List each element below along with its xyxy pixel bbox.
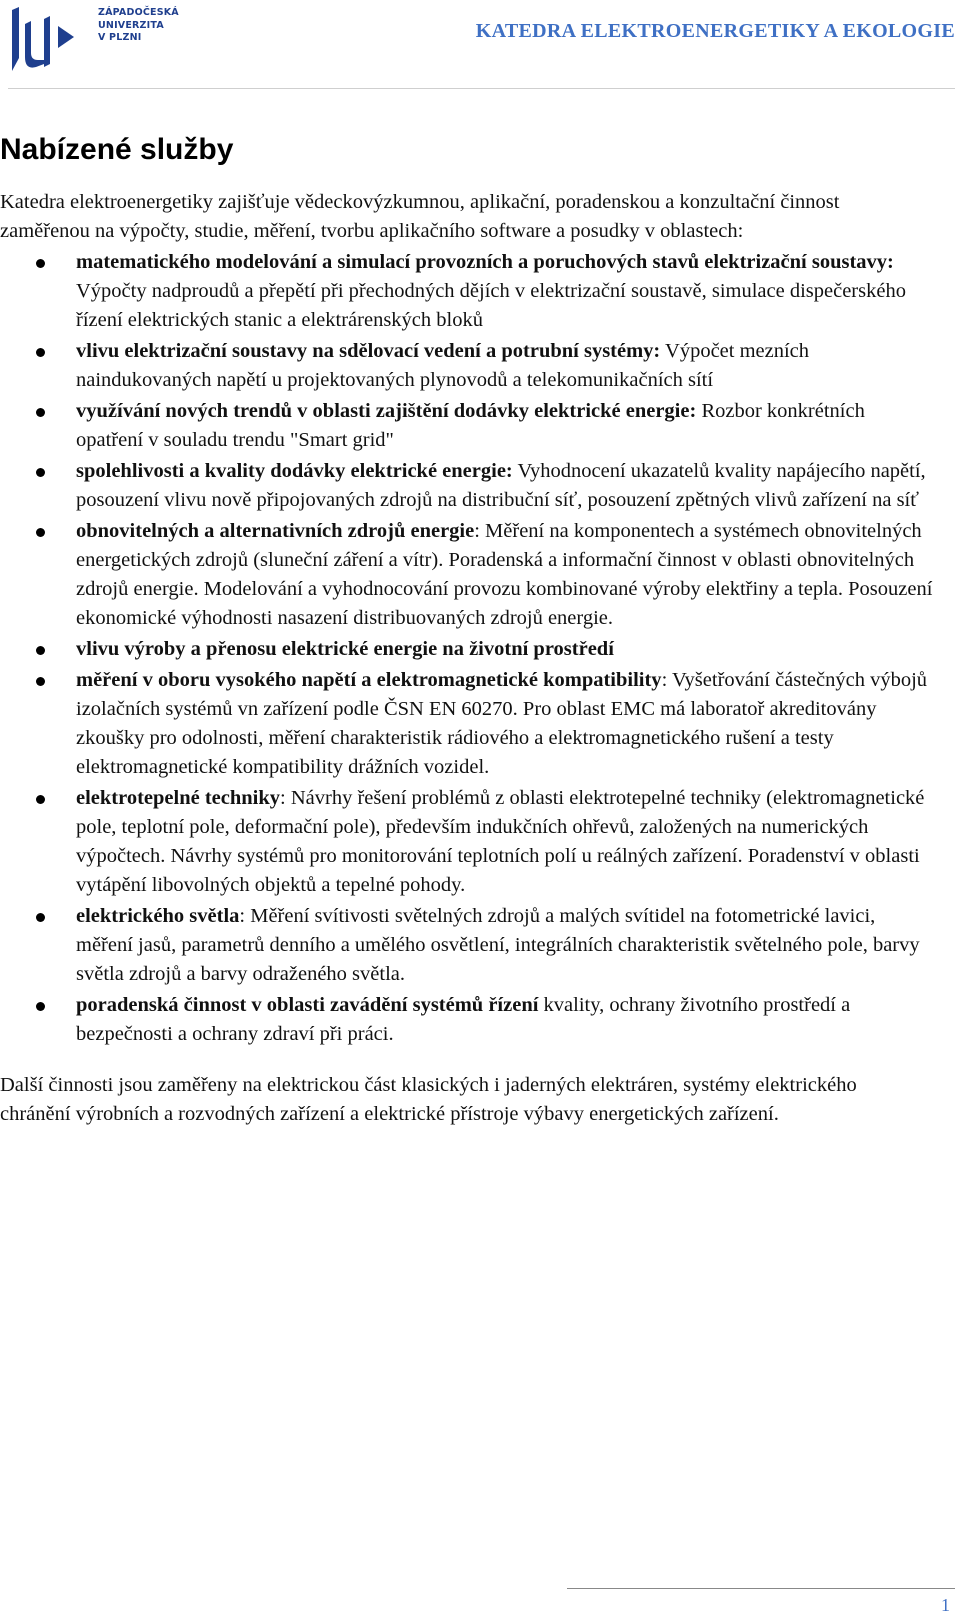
bullet-icon — [36, 468, 45, 477]
service-description: Výpočty nadproudů a přepětí při přechodných dějích v elektrizační soustavě, simulace dispečerského řízení elektrických stanic a elektrárenských bloků — [76, 280, 906, 331]
service-item — [0, 902, 960, 989]
service-title: poradenská činnost v oblasti zavádění systémů řízení — [76, 994, 539, 1016]
services-list — [0, 248, 960, 1049]
service-title: obnovitelných a alternativních zdrojů energie — [76, 520, 475, 542]
service-description: kvality, ochrany životního prostředí a bezpečnosti a ochrany zdraví při práci. — [76, 994, 851, 1045]
service-title: spolehlivosti a kvality dodávky elektrické energie: — [76, 460, 513, 482]
service-description: Výpočet mezních naindukovaných napětí u projektovaných plynovodů a telekomunikačních sítí — [76, 340, 810, 391]
bullet-icon — [36, 913, 45, 922]
service-description: : Návrhy řešení problémů z oblasti elektrotepelné techniky (elektromagnetické pole, teplotní pole, deformační pole), především indukčních ohřevů, založených na numerických výpočtech. Návrhy systémů pro monitorování teplotních polí u reálných zařízení. Poradenství v oblasti vytápění libovolných objektů a tepelné pohody. — [76, 787, 925, 896]
university-logo-icon — [8, 4, 88, 76]
service-item — [0, 248, 960, 335]
service-description: Vyhodnocení ukazatelů kvality napájecího napětí, posouzení vlivu nově připojovaných zdrojů na distribuční síť, posouzení zpětných vlivů zařízení na síť — [76, 460, 926, 511]
logo-line: V PLZNI — [98, 32, 142, 43]
service-item — [0, 666, 960, 782]
service-item — [0, 337, 960, 395]
service-item — [0, 991, 960, 1049]
logo-line: ZÁPADOČESKÁ — [98, 7, 179, 18]
service-item — [0, 517, 960, 633]
department-title: KATEDRA ELEKTROENERGETIKY A EKOLOGIE — [475, 20, 955, 42]
bullet-icon — [36, 528, 45, 537]
service-description: Rozbor konkrétních opatření v souladu trendu "Smart grid" — [76, 400, 865, 451]
logo-line: UNIVERZITA — [98, 19, 164, 31]
service-item — [0, 635, 960, 664]
service-description: : Měření na komponentech a systémech obnovitelných energetických zdrojů (sluneční záření a vítr). Poradenská a informační činnost v oblasti obnovitelných zdrojů energie. Modelování a vyhodnocování provozu kombinované výroby elektřiny a tepla. Posouzení ekonomické výhodnosti nasazení distribuovaných zdrojů energie. — [76, 520, 933, 629]
service-title: vlivu výroby a přenosu elektrické energie na životní prostředí — [76, 638, 614, 660]
service-title: využívání nových trendů v oblasti zajištění dodávky elektrické energie: — [76, 400, 697, 422]
bullet-icon — [36, 795, 45, 804]
service-item — [0, 397, 960, 455]
bullet-icon — [36, 259, 45, 268]
document-body — [0, 128, 960, 1129]
closing-paragraph: Další činnosti jsou zaměřeny na elektrickou část klasických i jaderných elektráren, systémy elektrického chránění výrobních a rozvodných zařízení a elektrické přístroje výbavy energetických zařízení. — [0, 1074, 857, 1125]
intro-paragraph: Katedra elektroenergetiky zajišťuje vědeckovýzkumnou, aplikační, poradenskou a konzultační činnost zaměřenou na výpočty, studie, měření, tvorbu aplikačního software a posudky v oblastech: — [0, 191, 840, 242]
service-item — [0, 784, 960, 900]
bullet-icon — [36, 408, 45, 417]
bullet-icon — [36, 348, 45, 357]
university-logo — [8, 4, 178, 76]
service-title: vlivu elektrizační soustavy na sdělovací vedení a potrubní systémy: — [76, 340, 661, 362]
service-description: : Měření svítivosti světelných zdrojů a malých svítidel na fotometrické lavici, měření jasů, parametrů denního a umělého osvětlení, integrálních charakteristik světelného pole, barvy světla zdrojů a barvy odraženého světla. — [76, 905, 920, 985]
page-number: 1 — [941, 1595, 950, 1615]
bullet-icon — [36, 1002, 45, 1011]
service-title: měření v oboru vysokého napětí a elektromagnetické kompatibility — [76, 669, 662, 691]
logo-text — [98, 7, 179, 45]
service-title: elektrotepelné techniky — [76, 787, 281, 809]
header-divider — [8, 88, 955, 89]
bullet-icon — [36, 677, 45, 686]
page-title: Nabízené služby — [0, 133, 234, 166]
bullet-icon — [36, 646, 45, 655]
service-title: elektrického světla — [76, 905, 240, 927]
footer-divider — [567, 1588, 955, 1589]
service-title: matematického modelování a simulací provozních a poruchových stavů elektrizační soustavy: — [76, 251, 894, 273]
service-item — [0, 457, 960, 515]
service-description: : Vyšetřování částečných výbojů izolačních systémů vn zařízení podle ČSN EN 60270. Pro oblast EMC má laboratoř akreditovány zkoušky pro odolnosti, měření charakteristik rádiového a elektromagnetického rušení a testy elektromagnetické kompatibility drážních vozidel. — [76, 669, 928, 778]
